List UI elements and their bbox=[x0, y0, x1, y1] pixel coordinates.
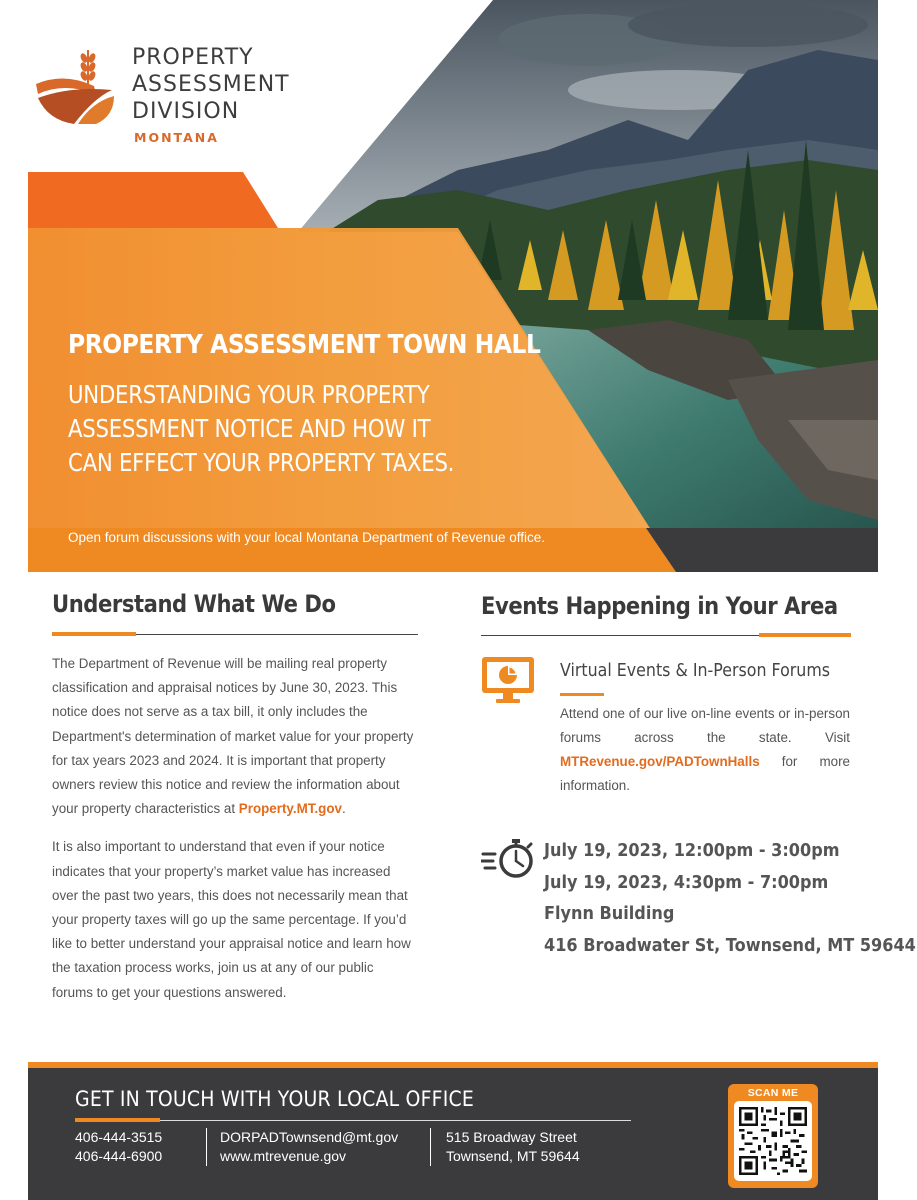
address-line-1: 515 Broadway Street bbox=[446, 1129, 577, 1145]
paragraph-text: The Department of Revenue will be mailing real property classification and appraisal notices by June 30, 2023. This notice does not serve as a tax bill, it only includes the Department's determination of market value for your property for tax years 2023 and 2024. It is important that property owners review this notice and review the information about your property characteristics at bbox=[52, 656, 414, 817]
virtual-heading-rule bbox=[560, 693, 604, 696]
events-section bbox=[481, 592, 916, 956]
division-logo bbox=[34, 44, 334, 154]
footer-heading: GET IN TOUCH WITH YOUR LOCAL OFFICE bbox=[75, 1087, 474, 1111]
understand-heading: Understand What We Do bbox=[52, 590, 336, 618]
online-contact bbox=[220, 1128, 398, 1166]
qr-code-badge[interactable] bbox=[728, 1084, 818, 1188]
contact-footer bbox=[28, 1062, 878, 1200]
hero-tagline: Open forum discussions with your local Montana Department of Revenue office. bbox=[68, 530, 545, 545]
stopwatch-icon bbox=[481, 837, 537, 881]
event-address: 416 Broadwater St, Townsend, MT 59644 bbox=[544, 935, 916, 956]
phone-1[interactable]: 406-444-3515 bbox=[75, 1129, 163, 1145]
events-heading: Events Happening in Your Area bbox=[481, 592, 838, 620]
virtual-text: Attend one of our live on-line events or in-person forums across the state. Visit bbox=[560, 706, 850, 745]
email-link[interactable]: DORPADTownsend@mt.gov bbox=[220, 1129, 399, 1145]
logo-line-2: ASSESSMENT bbox=[132, 72, 290, 97]
virtual-events-text bbox=[560, 702, 850, 798]
footer-divider bbox=[430, 1128, 431, 1166]
logo-line-1: PROPERTY bbox=[132, 45, 254, 70]
understand-paragraph-2: It is also important to understand that even if your notice indicates that your property’s market value has increased over the past two years, this does not necessarily mean that your property taxes will go up the same percentage. If you’d like to better understand your appraisal notice and learn how the taxation process works, join us at any of our public forums to get your questions answered. bbox=[52, 839, 411, 1000]
heading-rule bbox=[481, 633, 851, 637]
website-link[interactable]: www.mtrevenue.gov bbox=[220, 1148, 347, 1164]
event-venue: Flynn Building bbox=[544, 904, 675, 924]
footer-rule-accent bbox=[75, 1118, 160, 1122]
event-session-1: July 19, 2023, 12:00pm - 3:00pm bbox=[544, 841, 840, 861]
understand-section bbox=[52, 590, 418, 1005]
hero-banner bbox=[28, 0, 878, 572]
hero-subtitle-line: CAN EFFECT YOUR PROPERTY TAXES. bbox=[68, 448, 455, 477]
office-address bbox=[446, 1128, 580, 1166]
phone-numbers bbox=[75, 1128, 162, 1166]
qr-label: SCAN ME bbox=[747, 1087, 799, 1099]
logo-state: MONTANA bbox=[134, 130, 219, 145]
paragraph-end: . bbox=[341, 801, 346, 817]
property-mt-gov-link[interactable]: Property.MT.gov bbox=[238, 801, 342, 817]
virtual-text-end: for more information. bbox=[560, 754, 850, 793]
qr-code-icon[interactable] bbox=[739, 1107, 807, 1175]
event-session-2: July 19, 2023, 4:30pm - 7:00pm bbox=[544, 872, 829, 893]
footer-accent-bar bbox=[28, 1062, 878, 1068]
wheat-field-icon bbox=[34, 46, 118, 130]
phone-2[interactable]: 406-444-6900 bbox=[75, 1148, 163, 1164]
understand-paragraph-1 bbox=[52, 652, 418, 821]
hero-subtitle-line: UNDERSTANDING YOUR PROPERTY bbox=[68, 380, 430, 409]
hero-title: PROPERTY ASSESSMENT TOWN HALL bbox=[68, 330, 541, 360]
monitor-chart-icon bbox=[481, 656, 535, 704]
town-halls-link[interactable]: MTRevenue.gov/PADTownHalls bbox=[560, 754, 760, 769]
virtual-events-heading: Virtual Events & In-Person Forums bbox=[560, 660, 831, 681]
event-details bbox=[544, 836, 917, 962]
logo-line-3: DIVISION bbox=[132, 99, 240, 124]
address-line-2: Townsend, MT 59644 bbox=[446, 1148, 580, 1164]
hero-subtitle-line: ASSESSMENT NOTICE AND HOW IT bbox=[68, 414, 431, 443]
footer-divider bbox=[206, 1128, 207, 1166]
hero-subtitle bbox=[68, 378, 468, 480]
heading-rule bbox=[52, 632, 418, 636]
